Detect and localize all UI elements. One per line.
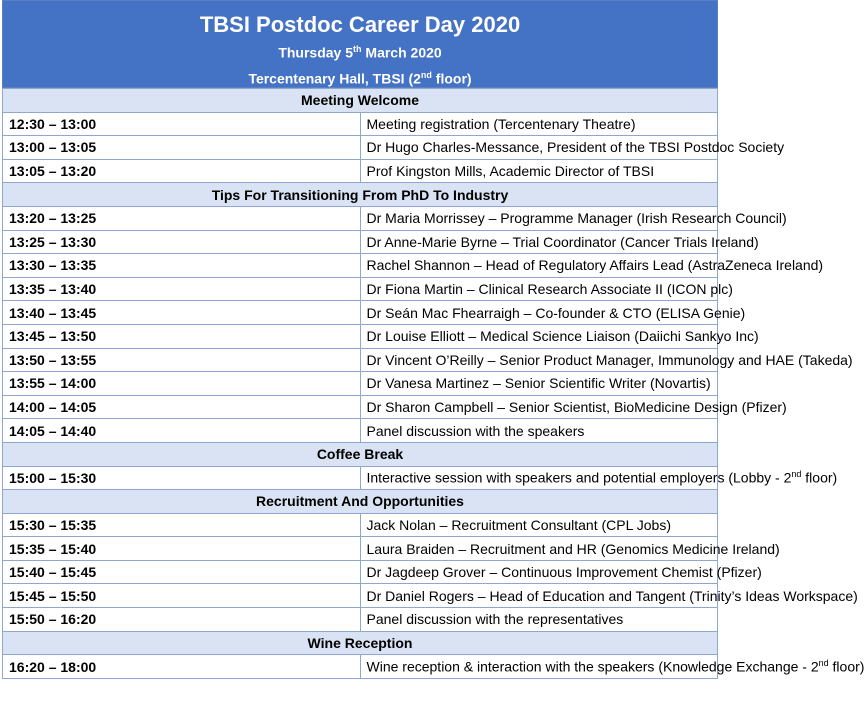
table-row [3,277,718,301]
desc-cell: Jack Nolan – Recruitment Consultant (CPL Jobs) [360,513,718,537]
section-meeting-welcome: Meeting Welcome [3,89,718,113]
time-cell: 15:00 – 15:30 [3,466,361,490]
section-row [3,490,718,514]
table-row [3,206,718,230]
desc-cell: Dr Anne-Marie Byrne – Trial Coordinator (Cancer Trials Ireland) [360,230,718,254]
header-banner [2,0,718,88]
table-row [3,230,718,254]
desc-cell: Panel discussion with the speakers [360,419,718,443]
desc-cell: Panel discussion with the representatives [360,608,718,632]
time-cell: 13:50 – 13:55 [3,348,361,372]
table-row [3,254,718,278]
desc-cell: Dr Seán Mac Fhearraigh – Co-founder & CTO (ELISA Genie) [360,301,718,325]
section-row [3,442,718,466]
table-row [3,513,718,537]
time-cell: 14:00 – 14:05 [3,395,361,419]
section-tips: Tips For Transitioning From PhD To Industry [3,183,718,207]
desc-cell: Dr Maria Morrissey – Programme Manager (Irish Research Council) [360,206,718,230]
table-row [3,419,718,443]
table-row [3,112,718,136]
desc-cell: Prof Kingston Mills, Academic Director of TBSI [360,159,718,183]
schedule-table [2,88,864,679]
desc-cell: Dr Fiona Martin – Clinical Research Associate II (ICON plc) [360,277,718,301]
desc-cell: Rachel Shannon – Head of Regulatory Affairs Lead (AstraZeneca Ireland) [360,254,718,278]
time-cell: 13:20 – 13:25 [3,206,361,230]
time-cell: 13:35 – 13:40 [3,277,361,301]
table-row [3,348,718,372]
section-row [3,89,718,113]
time-cell: 15:50 – 16:20 [3,608,361,632]
desc-cell: Dr Vanesa Martinez – Senior Scientific Writer (Novartis) [360,372,718,396]
time-cell: 13:05 – 13:20 [3,159,361,183]
desc-cell: Dr Hugo Charles-Messance, President of the TBSI Postdoc Society [360,136,718,160]
table-row [3,537,718,561]
section-row [3,631,718,655]
desc-cell: Wine reception & interaction with the speakers (Knowledge Exchange - 2nd floor) [360,655,718,679]
time-cell: 15:35 – 15:40 [3,537,361,561]
page-title: TBSI Postdoc Career Day 2020 [199,12,521,37]
table-row [3,324,718,348]
event-date: Thursday 5th March 2020 [278,44,442,61]
table-row [3,608,718,632]
desc-cell: Dr Jagdeep Grover – Continuous Improvement Chemist (Pfizer) [360,560,718,584]
time-cell: 13:00 – 13:05 [3,136,361,160]
section-row [3,183,718,207]
time-cell: 13:30 – 13:35 [3,254,361,278]
desc-cell: Dr Daniel Rogers – Head of Education and Tangent (Trinity’s Ideas Workspace) [360,584,718,608]
time-cell: 13:25 – 13:30 [3,230,361,254]
desc-cell: Interactive session with speakers and potential employers (Lobby - 2nd floor) [360,466,718,490]
desc-cell: Dr Louise Elliott – Medical Science Liaison (Daiichi Sankyo Inc) [360,324,718,348]
desc-cell: Meeting registration (Tercentenary Theatre) [360,112,718,136]
table-row [3,372,718,396]
time-cell: 14:05 – 14:40 [3,419,361,443]
time-cell: 13:55 – 14:00 [3,372,361,396]
table-row [3,466,718,490]
desc-cell: Dr Sharon Campbell – Senior Scientist, BioMedicine Design (Pfizer) [360,395,718,419]
desc-cell: Dr Vincent O’Reilly – Senior Product Manager, Immunology and HAE (Takeda) [360,348,718,372]
table-row [3,159,718,183]
table-row [3,136,718,160]
table-row [3,395,718,419]
section-wine-reception: Wine Reception [3,631,718,655]
table-row [3,655,718,679]
time-cell: 12:30 – 13:00 [3,112,361,136]
table-row [3,584,718,608]
time-cell: 15:40 – 15:45 [3,560,361,584]
time-cell: 15:45 – 15:50 [3,584,361,608]
table-row [3,560,718,584]
table-row [3,301,718,325]
section-recruitment: Recruitment And Opportunities [3,490,718,514]
event-venue: Tercentenary Hall, TBSI (2nd floor) [248,69,472,87]
time-cell: 16:20 – 18:00 [3,655,361,679]
schedule-document [2,0,864,679]
desc-cell: Laura Braiden – Recruitment and HR (Genomics Medicine Ireland) [360,537,718,561]
time-cell: 13:45 – 13:50 [3,324,361,348]
time-cell: 15:30 – 15:35 [3,513,361,537]
section-coffee-break: Coffee Break [3,442,718,466]
time-cell: 13:40 – 13:45 [3,301,361,325]
